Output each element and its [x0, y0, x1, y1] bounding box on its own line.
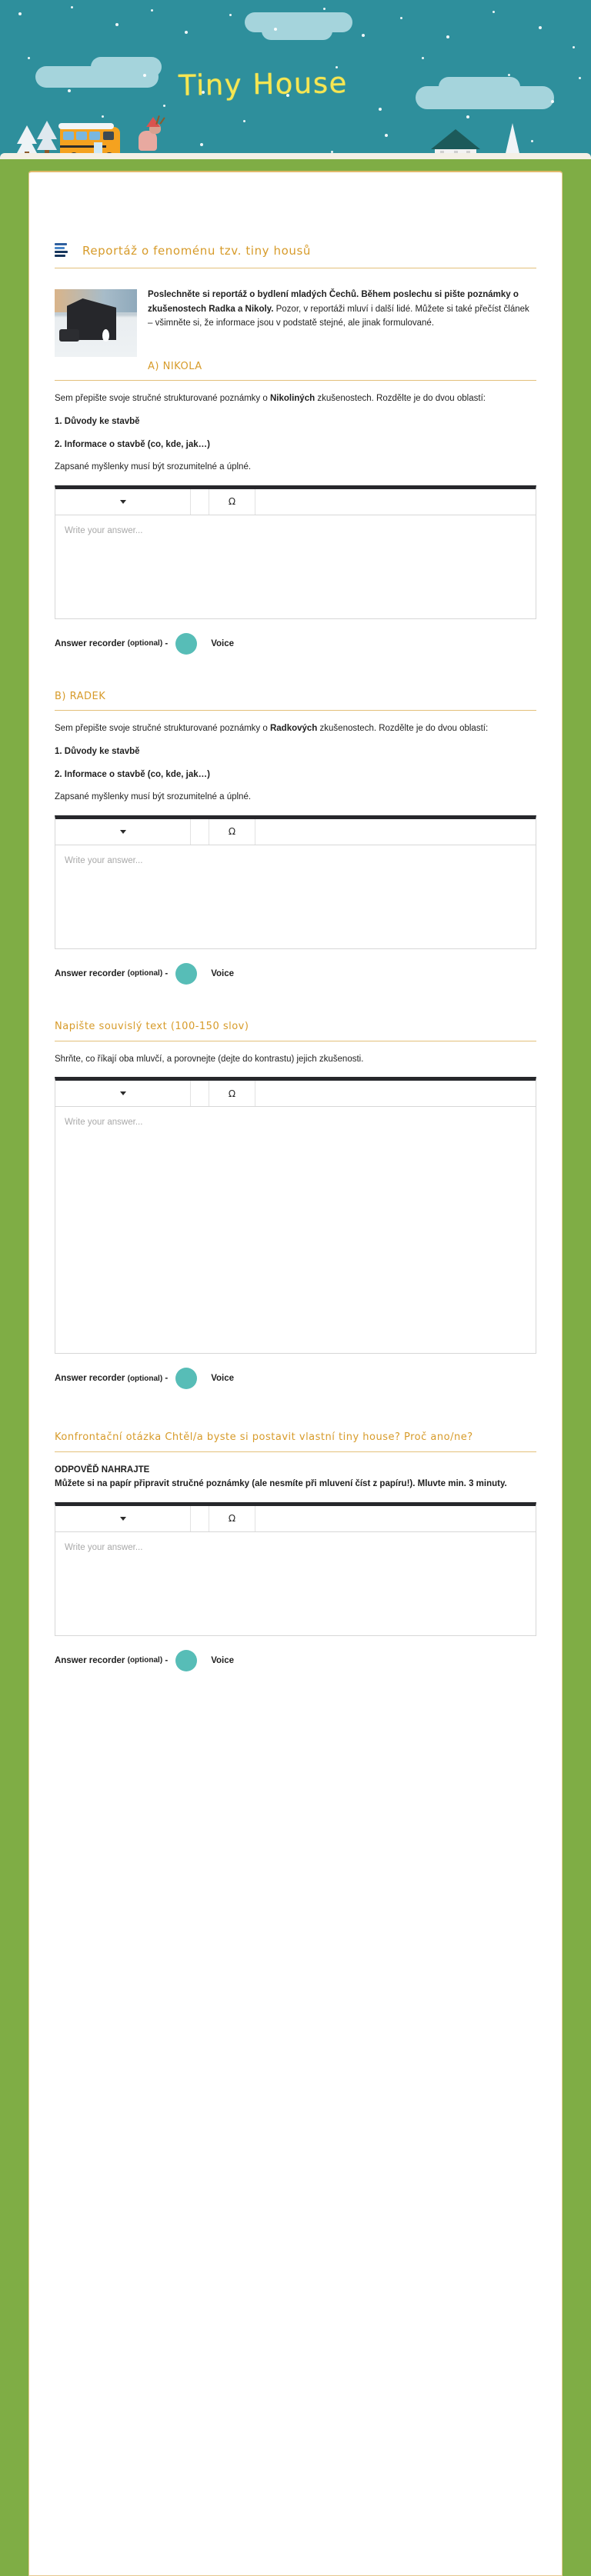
- section-note: Zapsané myšlenky musí být srozumitelné a úplné.: [55, 792, 252, 802]
- toolbar-empty-area: [255, 489, 536, 515]
- special-character-button[interactable]: [209, 1506, 255, 1531]
- answer-recorder: [55, 1368, 536, 1389]
- answer-input[interactable]: [55, 1107, 536, 1353]
- rich-text-editor[interactable]: [55, 1502, 536, 1636]
- section-confrontation-question: [55, 1431, 536, 1671]
- rich-text-editor[interactable]: [55, 1077, 536, 1354]
- answer-input[interactable]: [55, 515, 536, 618]
- recorder-optional: (optional): [127, 1374, 163, 1383]
- document-sheet: [28, 171, 563, 2576]
- record-button[interactable]: [175, 1650, 197, 1671]
- editor-toolbar[interactable]: [55, 489, 536, 515]
- answer-input[interactable]: [55, 1532, 536, 1635]
- toolbar-empty-area: [255, 1081, 536, 1106]
- section-note: Zapsané myšlenky musí být srozumitelné a úplné.: [55, 462, 252, 472]
- voice-label: Voice: [211, 968, 235, 978]
- document-lines-icon: [55, 243, 68, 258]
- section-divider: [55, 1451, 536, 1452]
- editor-toolbar[interactable]: [55, 819, 536, 845]
- recorder-label: Answer recorder: [55, 968, 125, 978]
- omega-icon[interactable]: Ω: [228, 496, 236, 508]
- editor-toolbar[interactable]: [55, 1081, 536, 1107]
- section-divider: [55, 380, 536, 381]
- style-dropdown[interactable]: [55, 1506, 191, 1531]
- list-item: 2. Informace o stavbě (co, kde, jak…): [55, 439, 210, 449]
- answer-recorder: [55, 1650, 536, 1671]
- chevron-down-icon[interactable]: [120, 500, 126, 504]
- section-instructions: Sem přepište svoje stručné strukturované poznámky o Radkových zkušenostech. Rozdělte je do dvou oblastí:: [55, 724, 489, 734]
- intro-lead: Poslechněte si reportáž o bydlení mladých Čechů. Během poslechu si pište poznámky o zkušenostech Radka a Nikoly.: [148, 290, 519, 314]
- special-character-button[interactable]: [209, 489, 255, 515]
- highlight-name: Nikoliných: [269, 394, 316, 404]
- voice-label: Voice: [211, 1655, 235, 1665]
- section-heading: B) RADEK: [55, 690, 106, 702]
- special-character-button[interactable]: [209, 819, 255, 845]
- section-heading: A) NIKOLA: [148, 360, 202, 372]
- cloud-icon: [439, 77, 520, 97]
- record-button[interactable]: [175, 633, 197, 655]
- rich-text-editor[interactable]: [55, 485, 536, 619]
- omega-icon[interactable]: Ω: [228, 1088, 236, 1099]
- style-dropdown[interactable]: [55, 489, 191, 515]
- answer-recorder: [55, 963, 536, 985]
- section-heading: Konfrontační otázka Chtěl/a byste si postavit vlastní tiny house? Proč ano/ne?: [55, 1431, 473, 1444]
- document-header: [55, 172, 536, 258]
- list-item: 1. Důvody ke stavbě: [55, 417, 140, 427]
- toolbar-empty-area: [255, 1506, 536, 1531]
- intro-rest: Pozor, v reportáži mluví i další lidé. Můžete si také přečíst článek – všimněte si, že informace jsou v podstatě stejné, ale jinak formulované.: [148, 304, 529, 328]
- hero-title: Tiny House: [178, 66, 349, 102]
- answer-recorder: [55, 633, 536, 655]
- recorder-dash: -: [165, 1655, 169, 1665]
- voice-label: Voice: [211, 638, 235, 648]
- style-dropdown[interactable]: [55, 819, 191, 845]
- omega-icon[interactable]: Ω: [228, 1513, 236, 1525]
- toolbar-spacer-group: [191, 1506, 209, 1531]
- record-button[interactable]: [175, 963, 197, 985]
- intro-block: [55, 288, 536, 331]
- recorder-optional: (optional): [127, 1656, 163, 1665]
- special-character-button[interactable]: [209, 1081, 255, 1106]
- chevron-down-icon[interactable]: [120, 830, 126, 834]
- answer-input[interactable]: [55, 845, 536, 948]
- page-title: Reportáž o fenoménu tzv. tiny housů: [82, 244, 312, 258]
- recorder-optional: (optional): [127, 639, 163, 648]
- list-item: 2. Informace o stavbě (co, kde, jak…): [55, 769, 210, 779]
- tiny-house-photo: [55, 289, 137, 357]
- section-heading: Napište souvislý text (100-150 slov): [55, 1020, 249, 1032]
- recorder-dash: -: [165, 638, 169, 648]
- cloud-icon: [262, 22, 332, 40]
- chevron-down-icon[interactable]: [120, 1091, 126, 1095]
- record-button[interactable]: [175, 1368, 197, 1389]
- toolbar-empty-area: [255, 819, 536, 845]
- recorder-dash: -: [165, 968, 169, 978]
- toolbar-spacer-group: [191, 1081, 209, 1106]
- recorder-label: Answer recorder: [55, 1655, 125, 1665]
- record-answer-label: ODPOVĚĎ NAHRAJTE: [55, 1465, 150, 1475]
- section-divider: [55, 710, 536, 711]
- voice-label: Voice: [211, 1374, 235, 1384]
- recorder-optional: (optional): [127, 969, 163, 978]
- toolbar-spacer-group: [191, 489, 209, 515]
- recorder-label: Answer recorder: [55, 638, 125, 648]
- rich-text-editor[interactable]: [55, 815, 536, 949]
- omega-icon[interactable]: Ω: [228, 826, 236, 838]
- cloud-icon: [91, 57, 162, 77]
- style-dropdown[interactable]: [55, 1081, 191, 1106]
- chevron-down-icon[interactable]: [120, 1517, 126, 1521]
- toolbar-spacer-group: [191, 819, 209, 845]
- section-note: Můžete si na papír připravit stručné poznámky (ale nesmíte při mluvení číst z papíru!). Mluvte min. 3 minuty.: [55, 1479, 507, 1489]
- recorder-dash: -: [165, 1374, 169, 1384]
- hero-banner: [0, 0, 591, 182]
- editor-toolbar[interactable]: [55, 1506, 536, 1532]
- highlight-name: Radkových: [269, 724, 318, 734]
- section-instructions: Sem přepište svoje stručné strukturované poznámky o Nikoliných zkušenostech. Rozdělte je do dvou oblastí:: [55, 394, 486, 404]
- recorder-label: Answer recorder: [55, 1374, 125, 1384]
- section-radek: [55, 690, 536, 985]
- section-nikola: [55, 360, 536, 655]
- section-continuous-text: [55, 1020, 536, 1389]
- list-item: 1. Důvody ke stavbě: [55, 747, 140, 757]
- section-instructions: Shrňte, co říkají oba mluvčí, a porovnejte (dejte do kontrastu) jejich zkušenosti.: [55, 1054, 364, 1064]
